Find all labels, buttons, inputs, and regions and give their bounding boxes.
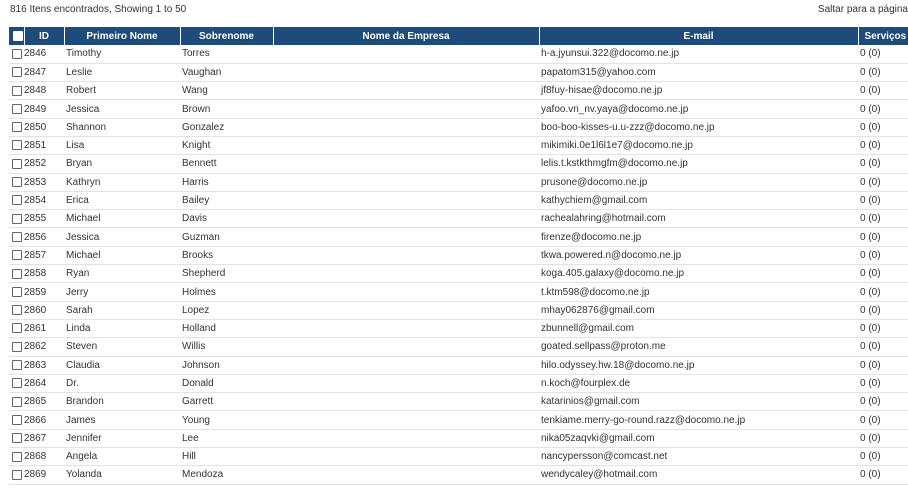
table-row[interactable] — [9, 63, 908, 81]
services-cell: 0 (0) — [858, 118, 908, 136]
company-cell — [273, 173, 539, 191]
email-cell[interactable]: goated.sellpass@proton.me — [539, 338, 858, 356]
email-cell[interactable]: firenze@docomo.ne.jp — [539, 228, 858, 246]
first-name-cell: Jessica — [64, 100, 180, 118]
last-name-cell: Lopez — [180, 301, 273, 319]
clients-table — [9, 27, 908, 485]
company-cell — [273, 100, 539, 118]
company-cell — [273, 63, 539, 81]
services-cell: 0 (0) — [858, 319, 908, 337]
id-cell[interactable]: 2862 — [24, 338, 64, 356]
last-name-cell: Garrett — [180, 393, 273, 411]
services-cell: 0 (0) — [858, 429, 908, 447]
jump-to-page-label: Saltar para a página — [817, 4, 908, 15]
email-cell[interactable]: lelis.t.kstkthmgfm@docomo.ne.jp — [539, 155, 858, 173]
table-row[interactable] — [9, 374, 908, 392]
email-cell[interactable]: koga.405.galaxy@docomo.ne.jp — [539, 265, 858, 283]
company-cell — [273, 246, 539, 264]
column-header-company[interactable]: Nome da Empresa — [273, 27, 539, 45]
first-name-cell: Steven — [64, 338, 180, 356]
company-cell — [273, 356, 539, 374]
id-cell[interactable]: 2865 — [24, 393, 64, 411]
table-row[interactable] — [9, 338, 908, 356]
first-name-cell: Erica — [64, 191, 180, 209]
first-name-cell: Lisa — [64, 136, 180, 154]
services-cell: 0 (0) — [858, 82, 908, 100]
table-row[interactable] — [9, 210, 908, 228]
row-checkbox[interactable] — [12, 415, 22, 425]
services-cell: 0 (0) — [858, 356, 908, 374]
last-name-cell: Mendoza — [180, 466, 273, 484]
row-checkbox[interactable] — [12, 378, 22, 388]
last-name-cell: Lee — [180, 429, 273, 447]
row-select-cell[interactable] — [9, 155, 24, 173]
row-checkbox[interactable] — [12, 122, 22, 132]
first-name-cell: Jerry — [64, 283, 180, 301]
email-cell[interactable]: prusone@docomo.ne.jp — [539, 173, 858, 191]
table-row[interactable] — [9, 100, 908, 118]
first-name-cell: Yolanda — [64, 466, 180, 484]
services-cell: 0 (0) — [858, 448, 908, 466]
last-name-cell: Guzman — [180, 228, 273, 246]
id-cell[interactable]: 2859 — [24, 283, 64, 301]
row-select-cell[interactable] — [9, 448, 24, 466]
row-select-cell[interactable] — [9, 118, 24, 136]
id-cell[interactable]: 2846 — [24, 45, 64, 63]
row-select-cell[interactable] — [9, 429, 24, 447]
services-cell: 0 (0) — [858, 136, 908, 154]
services-cell: 0 (0) — [858, 173, 908, 191]
column-header-id[interactable]: ID — [24, 27, 64, 45]
row-select-cell[interactable] — [9, 45, 24, 63]
email-cell[interactable]: wendycaley@hotmail.com — [539, 466, 858, 484]
first-name-cell: Bryan — [64, 155, 180, 173]
first-name-cell: Michael — [64, 246, 180, 264]
first-name-cell: Shannon — [64, 118, 180, 136]
first-name-cell: Brandon — [64, 393, 180, 411]
company-cell — [273, 136, 539, 154]
row-checkbox[interactable] — [12, 397, 22, 407]
id-cell[interactable]: 2861 — [24, 319, 64, 337]
last-name-cell: Brooks — [180, 246, 273, 264]
company-cell — [273, 191, 539, 209]
row-select-cell[interactable] — [9, 246, 24, 264]
services-cell: 0 (0) — [858, 210, 908, 228]
table-row[interactable] — [9, 393, 908, 411]
table-row[interactable] — [9, 173, 908, 191]
services-cell: 0 (0) — [858, 301, 908, 319]
services-cell: 0 (0) — [858, 374, 908, 392]
company-cell — [273, 429, 539, 447]
company-cell — [273, 82, 539, 100]
table-row[interactable] — [9, 466, 908, 484]
row-checkbox[interactable] — [12, 470, 22, 480]
row-select-cell[interactable] — [9, 338, 24, 356]
table-row[interactable] — [9, 411, 908, 429]
email-cell[interactable]: mikimiki.0e1l6l1e7@docomo.ne.jp — [539, 136, 858, 154]
table-row[interactable] — [9, 155, 908, 173]
table-row[interactable] — [9, 448, 908, 466]
row-checkbox[interactable] — [12, 433, 22, 443]
first-name-cell: Ryan — [64, 265, 180, 283]
company-cell — [273, 301, 539, 319]
email-cell[interactable]: jf8fuy-hisae@docomo.ne.jp — [539, 82, 858, 100]
last-name-cell: Donald — [180, 374, 273, 392]
table-row[interactable] — [9, 265, 908, 283]
services-cell: 0 (0) — [858, 100, 908, 118]
email-cell[interactable]: zbunnell@gmail.com — [539, 319, 858, 337]
company-cell — [273, 338, 539, 356]
column-header-last-name[interactable]: Sobrenome — [180, 27, 273, 45]
company-cell — [273, 210, 539, 228]
last-name-cell: Vaughan — [180, 63, 273, 81]
company-cell — [273, 319, 539, 337]
first-name-cell: Jessica — [64, 228, 180, 246]
table-row[interactable] — [9, 319, 908, 337]
company-cell — [273, 45, 539, 63]
row-checkbox[interactable] — [12, 140, 22, 150]
table-row[interactable] — [9, 191, 908, 209]
last-name-cell: Knight — [180, 136, 273, 154]
row-checkbox[interactable] — [12, 269, 22, 279]
select-all-cell[interactable] — [9, 27, 24, 45]
table-row[interactable] — [9, 45, 908, 63]
email-cell[interactable]: yafoo.vn_nv.yaya@docomo.ne.jp — [539, 100, 858, 118]
id-cell[interactable]: 2857 — [24, 246, 64, 264]
services-cell: 0 (0) — [858, 155, 908, 173]
id-cell[interactable]: 2866 — [24, 411, 64, 429]
id-cell[interactable]: 2867 — [24, 429, 64, 447]
company-cell — [273, 265, 539, 283]
row-checkbox[interactable] — [12, 49, 22, 59]
company-cell — [273, 155, 539, 173]
email-cell[interactable]: hilo.odyssey.hw.18@docomo.ne.jp — [539, 356, 858, 374]
select-all-checkbox[interactable] — [13, 31, 23, 41]
row-checkbox[interactable] — [12, 250, 22, 260]
id-cell[interactable]: 2869 — [24, 466, 64, 484]
row-select-cell[interactable] — [9, 82, 24, 100]
first-name-cell: James — [64, 411, 180, 429]
first-name-cell: Kathryn — [64, 173, 180, 191]
first-name-cell: Dr. — [64, 374, 180, 392]
row-select-cell[interactable] — [9, 100, 24, 118]
row-select-cell[interactable] — [9, 63, 24, 81]
email-cell[interactable]: t.ktm598@docomo.ne.jp — [539, 283, 858, 301]
last-name-cell: Davis — [180, 210, 273, 228]
row-select-cell[interactable] — [9, 210, 24, 228]
row-select-cell[interactable] — [9, 173, 24, 191]
email-cell[interactable]: nancypersson@comcast.net — [539, 448, 858, 466]
id-cell[interactable]: 2847 — [24, 63, 64, 81]
table-row[interactable] — [9, 356, 908, 374]
services-cell: 0 (0) — [858, 338, 908, 356]
table-body — [9, 45, 908, 484]
first-name-cell: Linda — [64, 319, 180, 337]
row-select-cell[interactable] — [9, 411, 24, 429]
last-name-cell: Young — [180, 411, 273, 429]
company-cell — [273, 118, 539, 136]
results-header — [0, 0, 908, 22]
id-cell[interactable]: 2852 — [24, 155, 64, 173]
last-name-cell: Bailey — [180, 191, 273, 209]
id-cell[interactable]: 2848 — [24, 82, 64, 100]
column-header-first-name[interactable]: Primeiro Nome — [64, 27, 180, 45]
table-row[interactable] — [9, 246, 908, 264]
last-name-cell: Harris — [180, 173, 273, 191]
services-cell: 0 (0) — [858, 246, 908, 264]
last-name-cell: Gonzalez — [180, 118, 273, 136]
first-name-cell: Jennifer — [64, 429, 180, 447]
email-cell[interactable]: tenkiame.merry-go-round.razz@docomo.ne.jp — [539, 411, 858, 429]
last-name-cell: Hill — [180, 448, 273, 466]
row-checkbox[interactable] — [12, 305, 22, 315]
first-name-cell: Claudia — [64, 356, 180, 374]
row-select-cell[interactable] — [9, 265, 24, 283]
company-cell — [273, 411, 539, 429]
email-cell[interactable]: n.koch@fourplex.de — [539, 374, 858, 392]
id-cell[interactable]: 2856 — [24, 228, 64, 246]
column-header-email[interactable]: E-mail — [539, 27, 858, 45]
services-cell: 0 (0) — [858, 228, 908, 246]
first-name-cell: Leslie — [64, 63, 180, 81]
first-name-cell: Sarah — [64, 301, 180, 319]
row-select-cell[interactable] — [9, 393, 24, 411]
row-select-cell[interactable] — [9, 283, 24, 301]
table-row[interactable] — [9, 136, 908, 154]
row-checkbox[interactable] — [12, 86, 22, 96]
email-cell[interactable]: nika05zaqvki@gmail.com — [539, 429, 858, 447]
id-cell[interactable]: 2855 — [24, 210, 64, 228]
last-name-cell: Wang — [180, 82, 273, 100]
services-cell: 0 (0) — [858, 45, 908, 63]
id-cell[interactable]: 2854 — [24, 191, 64, 209]
row-checkbox[interactable] — [12, 159, 22, 169]
id-cell[interactable]: 2868 — [24, 448, 64, 466]
id-cell[interactable]: 2851 — [24, 136, 64, 154]
email-cell[interactable]: boo-boo-kisses-u.u-zzz@docomo.ne.jp — [539, 118, 858, 136]
row-checkbox[interactable] — [12, 323, 22, 333]
first-name-cell: Michael — [64, 210, 180, 228]
company-cell — [273, 374, 539, 392]
id-cell[interactable]: 2858 — [24, 265, 64, 283]
id-cell[interactable]: 2860 — [24, 301, 64, 319]
row-checkbox[interactable] — [12, 452, 22, 462]
row-checkbox[interactable] — [12, 177, 22, 187]
row-checkbox[interactable] — [12, 67, 22, 77]
row-checkbox[interactable] — [12, 195, 22, 205]
row-select-cell[interactable] — [9, 466, 24, 484]
email-cell[interactable]: h-a.jyunsui.322@docomo.ne.jp — [539, 45, 858, 63]
table-row[interactable] — [9, 118, 908, 136]
column-header-services[interactable]: Serviços — [858, 27, 908, 45]
services-cell: 0 (0) — [858, 393, 908, 411]
services-cell: 0 (0) — [858, 466, 908, 484]
services-cell: 0 (0) — [858, 411, 908, 429]
last-name-cell: Torres — [180, 45, 273, 63]
company-cell — [273, 448, 539, 466]
company-cell — [273, 228, 539, 246]
first-name-cell: Angela — [64, 448, 180, 466]
email-cell[interactable]: mhay062876@gmail.com — [539, 301, 858, 319]
first-name-cell: Robert — [64, 82, 180, 100]
id-cell[interactable]: 2850 — [24, 118, 64, 136]
table-row[interactable] — [9, 301, 908, 319]
table-row[interactable] — [9, 228, 908, 246]
row-checkbox[interactable] — [12, 360, 22, 370]
results-count: 816 Itens encontrados, Showing 1 to 50 — [10, 4, 187, 15]
services-cell: 0 (0) — [858, 191, 908, 209]
email-cell[interactable]: katarinios@gmail.com — [539, 393, 858, 411]
row-checkbox[interactable] — [12, 214, 22, 224]
id-cell[interactable]: 2864 — [24, 374, 64, 392]
row-select-cell[interactable] — [9, 136, 24, 154]
company-cell — [273, 393, 539, 411]
company-cell — [273, 466, 539, 484]
row-checkbox[interactable] — [12, 287, 22, 297]
row-select-cell[interactable] — [9, 319, 24, 337]
last-name-cell: Brown — [180, 100, 273, 118]
table-header-row — [9, 27, 908, 45]
id-cell[interactable]: 2863 — [24, 356, 64, 374]
last-name-cell: Willis — [180, 338, 273, 356]
row-select-cell[interactable] — [9, 228, 24, 246]
services-cell: 0 (0) — [858, 283, 908, 301]
email-cell[interactable]: papatom315@yahoo.com — [539, 63, 858, 81]
services-cell: 0 (0) — [858, 265, 908, 283]
last-name-cell: Johnson — [180, 356, 273, 374]
row-checkbox[interactable] — [12, 104, 22, 114]
row-select-cell[interactable] — [9, 191, 24, 209]
services-cell: 0 (0) — [858, 63, 908, 81]
company-cell — [273, 283, 539, 301]
last-name-cell: Holland — [180, 319, 273, 337]
last-name-cell: Holmes — [180, 283, 273, 301]
email-cell[interactable]: tkwa.powered.n@docomo.ne.jp — [539, 246, 858, 264]
row-checkbox[interactable] — [12, 232, 22, 242]
email-cell[interactable]: kathychiem@gmail.com — [539, 191, 858, 209]
last-name-cell: Shepherd — [180, 265, 273, 283]
first-name-cell: Timothy — [64, 45, 180, 63]
email-cell[interactable]: rachealahring@hotmail.com — [539, 210, 858, 228]
row-select-cell[interactable] — [9, 301, 24, 319]
row-select-cell[interactable] — [9, 374, 24, 392]
table-row[interactable] — [9, 82, 908, 100]
row-checkbox[interactable] — [12, 342, 22, 352]
row-select-cell[interactable] — [9, 356, 24, 374]
table-row[interactable] — [9, 283, 908, 301]
table-row[interactable] — [9, 429, 908, 447]
last-name-cell: Bennett — [180, 155, 273, 173]
id-cell[interactable]: 2853 — [24, 173, 64, 191]
id-cell[interactable]: 2849 — [24, 100, 64, 118]
